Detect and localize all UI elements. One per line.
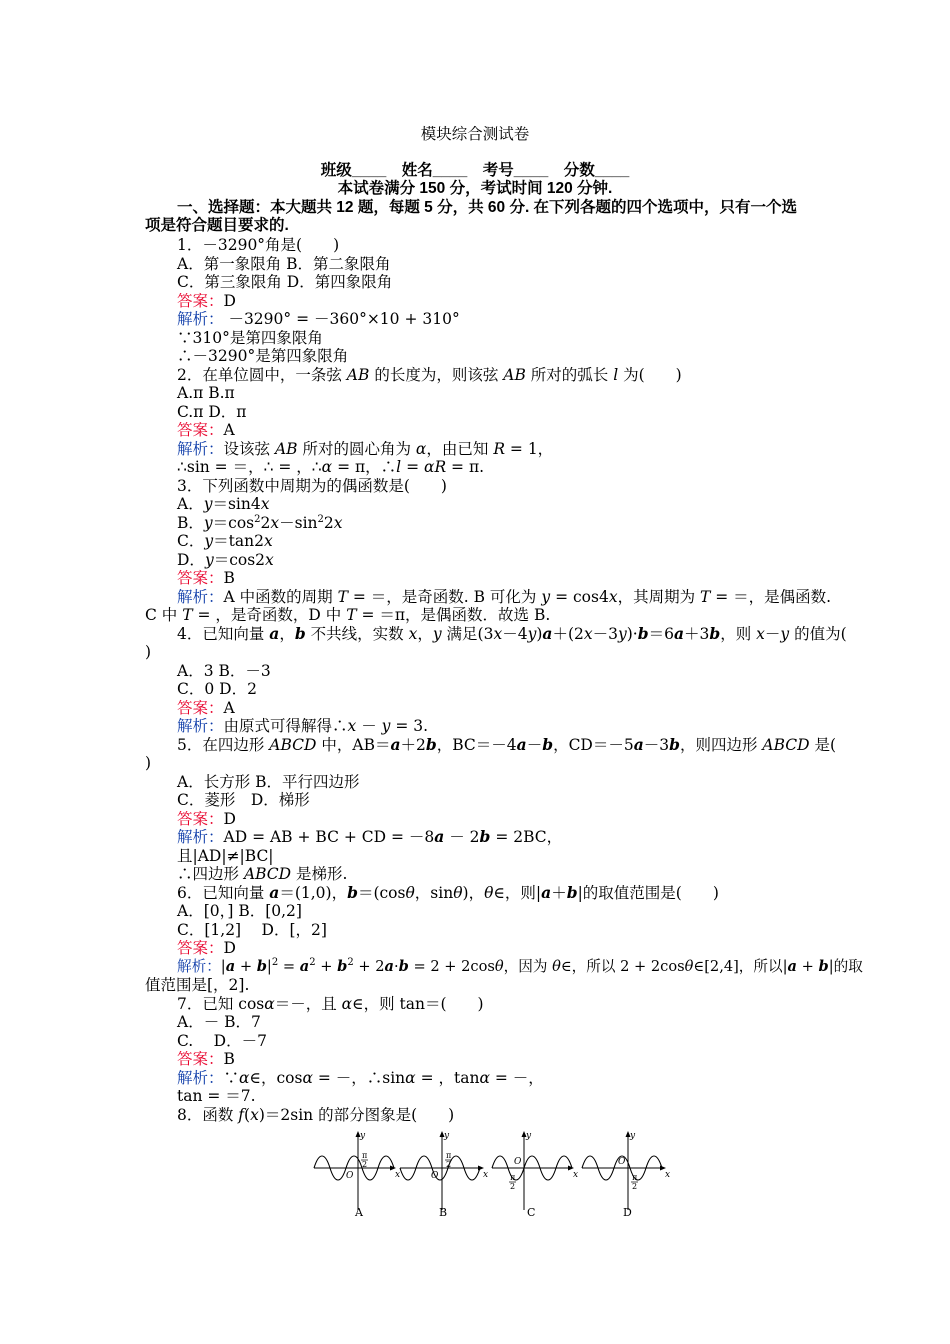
- graph-d-x-label: x: [665, 1170, 670, 1180]
- q5-solution-2: 且|AD|≠|BC|: [177, 847, 274, 865]
- graph-c-label: C: [527, 1206, 536, 1218]
- q8-graphs: [310, 1128, 680, 1218]
- q2-stem: 2．在单位圆中，一条弦 AB 的长度为，则该弦 AB 所对的弧长 l 为( ): [177, 366, 682, 384]
- section-heading-cont: 项是符合题目要求的.: [145, 217, 289, 234]
- q6-options-ab: A．[0，] B．[0,2]: [177, 902, 302, 920]
- q6-answer: 答案：D: [177, 939, 236, 957]
- graph-c-svg: [490, 1128, 580, 1218]
- q1-options-cd: C．第三象限角 D．第四象限角: [177, 273, 393, 291]
- q3-option-d: D．y＝cos2x: [177, 551, 274, 569]
- q5-solution-1: 解析：AD = AB + BC + CD = －8a － 2b = 2BC，: [177, 827, 563, 846]
- q7-answer: 答案：B: [177, 1050, 235, 1068]
- q7-options-cd: C. D．－7: [177, 1032, 267, 1050]
- q5-options-cd: C．菱形 D．梯形: [177, 791, 310, 809]
- graph-c-two: 2: [510, 1182, 516, 1191]
- graph-d-pi: π: [632, 1173, 638, 1182]
- q7-options-ab: A．－ B．7: [177, 1013, 261, 1031]
- q4-solution: 解析：由原式可得解得∴x － y = 3.: [177, 717, 429, 735]
- q1-answer: [177, 292, 236, 310]
- graph-b-y-label: y: [444, 1131, 450, 1141]
- q3-solution-2: C 中 T = ，是奇函数，D 中 T = ＝π，是偶函数．故选 B.: [145, 606, 551, 624]
- q1-solution-1: 解析： －3290° = －360°×10 + 310°: [177, 310, 460, 328]
- header-fields: 班级____ 姓名____ 考号____ 分数____: [320, 162, 630, 179]
- q2-solution-1: 解析：设该弦 AB 所对的圆心角为 α，由已知 R = 1，: [177, 440, 554, 458]
- q4-stem-cont: ): [145, 643, 152, 661]
- graph-a-x-label: x: [395, 1170, 400, 1180]
- graph-c-x-label: x: [573, 1170, 579, 1180]
- q5-answer: 答案：D: [177, 810, 236, 828]
- q3-option-c: C．y＝tan2x: [177, 532, 273, 550]
- graph-b: [398, 1128, 488, 1218]
- graph-b-two: 2: [446, 1160, 452, 1169]
- graph-a-y-label: y: [360, 1131, 366, 1141]
- q5-stem: 5．在四边形 ABCD 中，AB＝a＋2b，BC＝－4a－b，CD＝－5a－3b，则四边形 ABCD 是(: [177, 735, 837, 754]
- q3-option-b: B．$y=\cos^22x-\sin^22x$: [177, 513, 343, 532]
- q4-stem: 4．已知向量 a，b 不共线，实数 x，y 满足(3x－4y)a＋(2x－3y)·b＝6a＋3b，则 x－y 的值为(: [177, 624, 847, 643]
- q6-solution-2: 值范围是[，2].: [145, 976, 250, 994]
- graph-c-origin: O: [514, 1157, 522, 1167]
- q8-stem: 8．函数 f(x)＝2sin 的部分图象是( ): [177, 1106, 455, 1124]
- q4-options-ab: A．3 B．－3: [177, 662, 271, 680]
- q3-answer: 答案：B: [177, 569, 235, 587]
- q6-solution-1: 解析：$|a + b|^2 = a^2 + b^2 + 2a\cdot b = 2 + 2\cos\theta$，因为 θ∈，所以 2 + 2cosθ∈[2,4]，所以|a + b|的取: [177, 957, 863, 975]
- graph-d-svg: [580, 1128, 670, 1218]
- graph-c-pi: π: [510, 1173, 516, 1182]
- graph-a: [310, 1128, 400, 1218]
- q3-solution-1: 解析：A 中函数的周期 T = ＝，是奇函数. B 可化为 y = cos4x，其周期为 T = ＝，是偶函数.: [177, 588, 832, 606]
- graph-d-label: D: [623, 1206, 632, 1218]
- graph-d-y-label: y: [630, 1131, 636, 1141]
- q5-solution-3: ∴四边形 ABCD 是梯形.: [177, 865, 348, 883]
- graph-a-origin: O: [346, 1171, 354, 1181]
- section-heading: 一、选择题：本大题共 12 题，每题 5 分，共 60 分. 在下列各题的四个选项中，只有一个选: [177, 199, 798, 216]
- q1-answer-value: D: [223, 292, 236, 310]
- q1-options-ab: A．第一象限角 B．第二象限角: [177, 255, 391, 273]
- q2-answer: 答案：A: [177, 421, 235, 439]
- exam-info: 本试卷满分 150 分，考试时间 120 分钟.: [337, 180, 613, 197]
- q3-stem: 3．下列函数中周期为的偶函数是( ): [177, 477, 447, 495]
- q2-options-ab: A.π B.π: [177, 384, 235, 402]
- q1-solution-2: ∵310°是第四象限角: [177, 329, 323, 347]
- q4-options-cd: C．0 D．2: [177, 680, 257, 698]
- graph-b-label: B: [439, 1206, 448, 1218]
- graph-d-origin: O: [618, 1157, 626, 1167]
- graph-c: [490, 1128, 580, 1218]
- q5-stem-cont: ): [145, 754, 152, 772]
- graph-b-pi: π: [446, 1151, 452, 1160]
- q7-stem: 7．已知 cosα＝－，且 α∈，则 tan＝( ): [177, 995, 484, 1013]
- q6-stem: 6．已知向量 a＝(1,0)，b＝(cosθ，sinθ)，θ∈，则|a＋b|的取值范围是( ): [177, 883, 719, 902]
- graph-a-pi: π: [362, 1151, 368, 1160]
- q6-options-cd: C．[1,2] D．[，2]: [177, 921, 327, 939]
- analysis-label: 解析：: [177, 310, 224, 328]
- graph-a-label: A: [355, 1206, 363, 1218]
- q7-solution-2: tan = ＝7.: [177, 1087, 256, 1105]
- graph-d-two: 2: [632, 1182, 638, 1191]
- answer-label: 答案：: [177, 292, 224, 310]
- q1-stem: 1．－3290°角是( ): [177, 236, 340, 254]
- q1-solution-3: ∴－3290°是第四象限角: [177, 347, 349, 365]
- graph-a-svg: [310, 1128, 400, 1218]
- graph-b-x-label: x: [483, 1170, 488, 1180]
- graph-c-y-label: y: [526, 1131, 532, 1141]
- q5-options-ab: A．长方形 B．平行四边形: [177, 773, 360, 791]
- graph-b-svg: [398, 1128, 488, 1218]
- q2-solution-2: ∴sin = ＝，∴ = ，∴α = π，∴l = αR = π.: [177, 458, 485, 476]
- q7-solution-1: 解析：∵α∈，cosα = －，∴sinα = ，tanα = －，: [177, 1069, 544, 1087]
- q2-options-cd: C.π D．π: [177, 403, 247, 421]
- q4-answer: 答案：A: [177, 699, 235, 717]
- graph-b-origin: O: [431, 1171, 439, 1181]
- q3-option-a: A．y＝sin4x: [177, 495, 270, 513]
- page-title: 模块综合测试卷: [420, 125, 530, 143]
- graph-a-two: 2: [362, 1160, 368, 1169]
- graph-d: [580, 1128, 670, 1218]
